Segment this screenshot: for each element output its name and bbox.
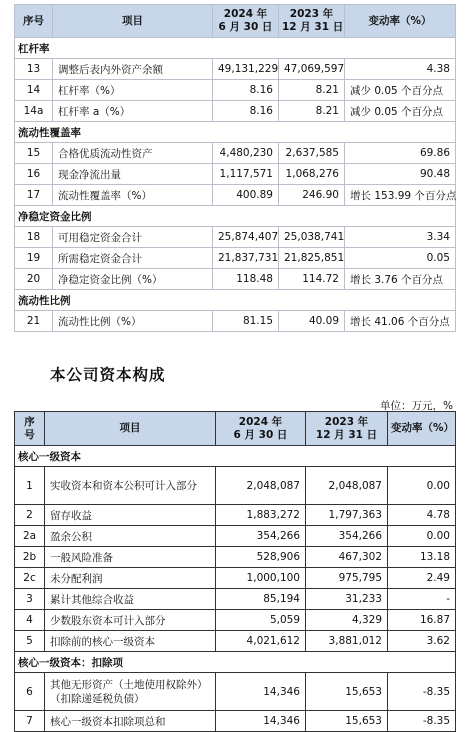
header-2024 bbox=[216, 412, 306, 446]
header-2024-line2: 6 月 30 日 bbox=[218, 21, 273, 33]
row-seq: 19 bbox=[15, 248, 53, 269]
header-2023-line1: 2023 年 bbox=[289, 8, 334, 20]
row-value-2024: 8.16 bbox=[213, 80, 279, 101]
row-item: 扣除前的核心一级资本 bbox=[45, 631, 216, 652]
row-item: 调整后表内外资产余额 bbox=[53, 59, 213, 80]
row-seq: 20 bbox=[15, 269, 53, 290]
row-value-2023: 21,825,851 bbox=[279, 248, 345, 269]
row-seq: 3 bbox=[15, 589, 45, 610]
row-value-2024: 1,000,100 bbox=[216, 568, 306, 589]
section-header-row bbox=[15, 38, 456, 59]
row-item: 核心一级资本扣除项总和 bbox=[45, 711, 216, 732]
section-title: 净稳定资金比例 bbox=[15, 206, 456, 227]
header-2023-line2: 12 月 31 日 bbox=[315, 428, 378, 441]
row-value-2023: 2,637,585 bbox=[279, 143, 345, 164]
row-seq: 18 bbox=[15, 227, 53, 248]
row-item: 未分配利润 bbox=[45, 568, 216, 589]
row-value-2023: 15,653 bbox=[306, 711, 388, 732]
row-change: 69.86 bbox=[345, 143, 456, 164]
table-row bbox=[15, 505, 456, 526]
row-value-2024: 5,059 bbox=[216, 610, 306, 631]
row-change: 增长 41.06 个百分点 bbox=[345, 311, 456, 332]
row-seq: 2a bbox=[15, 526, 45, 547]
row-seq: 2b bbox=[15, 547, 45, 568]
row-seq: 13 bbox=[15, 59, 53, 80]
row-change: 增长 153.99 个百分点 bbox=[345, 185, 456, 206]
table-row bbox=[15, 80, 456, 101]
header-2024-line1: 2024 年 bbox=[238, 415, 283, 428]
row-value-2024: 85,194 bbox=[216, 589, 306, 610]
row-value-2024: 4,480,230 bbox=[213, 143, 279, 164]
row-seq: 6 bbox=[15, 673, 45, 711]
table-row bbox=[15, 589, 456, 610]
table-row bbox=[15, 568, 456, 589]
row-value-2024: 118.48 bbox=[213, 269, 279, 290]
capital-composition-table bbox=[14, 411, 456, 732]
table2-body bbox=[15, 412, 456, 732]
row-value-2023: 47,069,597 bbox=[279, 59, 345, 80]
row-value-2023: 2,048,087 bbox=[306, 467, 388, 505]
section-title: 本公司资本构成 bbox=[50, 366, 166, 384]
header-change: 变动率（%） bbox=[388, 412, 456, 446]
row-seq: 2 bbox=[15, 505, 45, 526]
row-value-2023: 8.21 bbox=[279, 101, 345, 122]
header-seq bbox=[15, 412, 45, 446]
header-seq-line2: 号 bbox=[24, 428, 35, 441]
row-seq: 15 bbox=[15, 143, 53, 164]
row-change: 2.49 bbox=[388, 568, 456, 589]
table-row bbox=[15, 631, 456, 652]
header-2023-line2: 12 月 31 日 bbox=[282, 21, 344, 33]
section-title: 核心一级资本：扣除项 bbox=[15, 652, 456, 673]
row-item: 净稳定资金比例（%） bbox=[53, 269, 213, 290]
table-row bbox=[15, 467, 456, 505]
table-row bbox=[15, 164, 456, 185]
section-title: 杠杆率 bbox=[15, 38, 456, 59]
row-change: 90.48 bbox=[345, 164, 456, 185]
section-title: 流动性覆盖率 bbox=[15, 122, 456, 143]
row-item: 留存收益 bbox=[45, 505, 216, 526]
row-item: 现金净流出量 bbox=[53, 164, 213, 185]
table1-header-row bbox=[15, 5, 456, 38]
section-header-row bbox=[15, 122, 456, 143]
row-value-2024: 14,346 bbox=[216, 673, 306, 711]
header-seq-line1: 序 bbox=[24, 415, 35, 428]
table-row bbox=[15, 526, 456, 547]
row-value-2023: 114.72 bbox=[279, 269, 345, 290]
row-seq: 5 bbox=[15, 631, 45, 652]
row-seq: 7 bbox=[15, 711, 45, 732]
header-2024-line1: 2024 年 bbox=[223, 8, 268, 20]
section-header-row bbox=[15, 290, 456, 311]
header-2023 bbox=[306, 412, 388, 446]
header-2023 bbox=[279, 5, 345, 38]
section-header-row bbox=[15, 446, 456, 467]
row-seq: 14 bbox=[15, 80, 53, 101]
row-value-2023: 3,881,012 bbox=[306, 631, 388, 652]
row-change: 16.87 bbox=[388, 610, 456, 631]
row-value-2023: 1,797,363 bbox=[306, 505, 388, 526]
header-2024-line2: 6 月 30 日 bbox=[233, 428, 288, 441]
row-value-2024: 21,837,731 bbox=[213, 248, 279, 269]
row-change: 4.38 bbox=[345, 59, 456, 80]
table-row bbox=[15, 311, 456, 332]
row-value-2024: 1,883,272 bbox=[216, 505, 306, 526]
table-row bbox=[15, 610, 456, 631]
row-value-2023: 467,302 bbox=[306, 547, 388, 568]
row-value-2023: 354,266 bbox=[306, 526, 388, 547]
leverage-liquidity-table bbox=[14, 4, 456, 332]
section-header-row bbox=[15, 206, 456, 227]
row-seq: 4 bbox=[15, 610, 45, 631]
header-change: 变动率（%） bbox=[345, 5, 456, 38]
row-item: 所需稳定资金合计 bbox=[53, 248, 213, 269]
table-row bbox=[15, 143, 456, 164]
row-value-2024: 14,346 bbox=[216, 711, 306, 732]
row-value-2024: 354,266 bbox=[216, 526, 306, 547]
row-item: 实收资本和资本公积可计入部分 bbox=[45, 467, 216, 505]
row-value-2023: 975,795 bbox=[306, 568, 388, 589]
row-value-2024: 4,021,612 bbox=[216, 631, 306, 652]
section-title: 流动性比例 bbox=[15, 290, 456, 311]
header-2024 bbox=[213, 5, 279, 38]
row-value-2024: 49,131,229 bbox=[213, 59, 279, 80]
row-item: 累计其他综合收益 bbox=[45, 589, 216, 610]
unit-note: 单位：万元，% bbox=[380, 400, 453, 412]
row-value-2023: 40.09 bbox=[279, 311, 345, 332]
table-row bbox=[15, 185, 456, 206]
row-change: 4.78 bbox=[388, 505, 456, 526]
section-title: 核心一级资本 bbox=[15, 446, 456, 467]
section-header-row bbox=[15, 652, 456, 673]
row-item: 少数股东资本可计入部分 bbox=[45, 610, 216, 631]
row-change: 13.18 bbox=[388, 547, 456, 568]
row-item: 流动性比例（%） bbox=[53, 311, 213, 332]
table2-header-row bbox=[15, 412, 456, 446]
row-change: 减少 0.05 个百分点 bbox=[345, 101, 456, 122]
row-change: -8.35 bbox=[388, 711, 456, 732]
table-row bbox=[15, 547, 456, 568]
table-row bbox=[15, 269, 456, 290]
row-value-2024: 81.15 bbox=[213, 311, 279, 332]
row-change: 3.62 bbox=[388, 631, 456, 652]
row-item: 盈余公积 bbox=[45, 526, 216, 547]
row-seq: 1 bbox=[15, 467, 45, 505]
row-value-2023: 1,068,276 bbox=[279, 164, 345, 185]
row-value-2024: 400.89 bbox=[213, 185, 279, 206]
row-value-2023: 246.90 bbox=[279, 185, 345, 206]
row-value-2024: 25,874,407 bbox=[213, 227, 279, 248]
row-item: 一般风险准备 bbox=[45, 547, 216, 568]
row-item: 可用稳定资金合计 bbox=[53, 227, 213, 248]
row-value-2023: 31,233 bbox=[306, 589, 388, 610]
row-value-2024: 1,117,571 bbox=[213, 164, 279, 185]
row-value-2024: 2,048,087 bbox=[216, 467, 306, 505]
table-row bbox=[15, 711, 456, 732]
row-item: 杠杆率（%） bbox=[53, 80, 213, 101]
row-value-2024: 528,906 bbox=[216, 547, 306, 568]
row-seq: 14a bbox=[15, 101, 53, 122]
row-item: 合格优质流动性资产 bbox=[53, 143, 213, 164]
row-seq: 21 bbox=[15, 311, 53, 332]
row-seq: 2c bbox=[15, 568, 45, 589]
row-seq: 16 bbox=[15, 164, 53, 185]
row-change: 0.05 bbox=[345, 248, 456, 269]
table1-body bbox=[15, 5, 456, 332]
row-change: 增长 3.76 个百分点 bbox=[345, 269, 456, 290]
header-2023-line1: 2023 年 bbox=[324, 415, 369, 428]
row-change: 0.00 bbox=[388, 467, 456, 505]
table-row bbox=[15, 248, 456, 269]
header-item: 项目 bbox=[53, 5, 213, 38]
row-seq: 17 bbox=[15, 185, 53, 206]
header-seq: 序号 bbox=[15, 5, 53, 38]
row-item: 流动性覆盖率（%） bbox=[53, 185, 213, 206]
table-row bbox=[15, 59, 456, 80]
row-change: 0.00 bbox=[388, 526, 456, 547]
header-item: 项目 bbox=[45, 412, 216, 446]
row-change: -8.35 bbox=[388, 673, 456, 711]
table-row bbox=[15, 101, 456, 122]
row-change: - bbox=[388, 589, 456, 610]
row-change: 减少 0.05 个百分点 bbox=[345, 80, 456, 101]
row-item: 其他无形资产（土地使用权除外）（扣除递延税负债） bbox=[45, 673, 216, 711]
row-value-2023: 4,329 bbox=[306, 610, 388, 631]
table-row bbox=[15, 673, 456, 711]
row-change: 3.34 bbox=[345, 227, 456, 248]
row-value-2023: 8.21 bbox=[279, 80, 345, 101]
row-value-2023: 15,653 bbox=[306, 673, 388, 711]
row-value-2024: 8.16 bbox=[213, 101, 279, 122]
row-value-2023: 25,038,741 bbox=[279, 227, 345, 248]
row-item: 杠杆率 a（%） bbox=[53, 101, 213, 122]
table-row bbox=[15, 227, 456, 248]
